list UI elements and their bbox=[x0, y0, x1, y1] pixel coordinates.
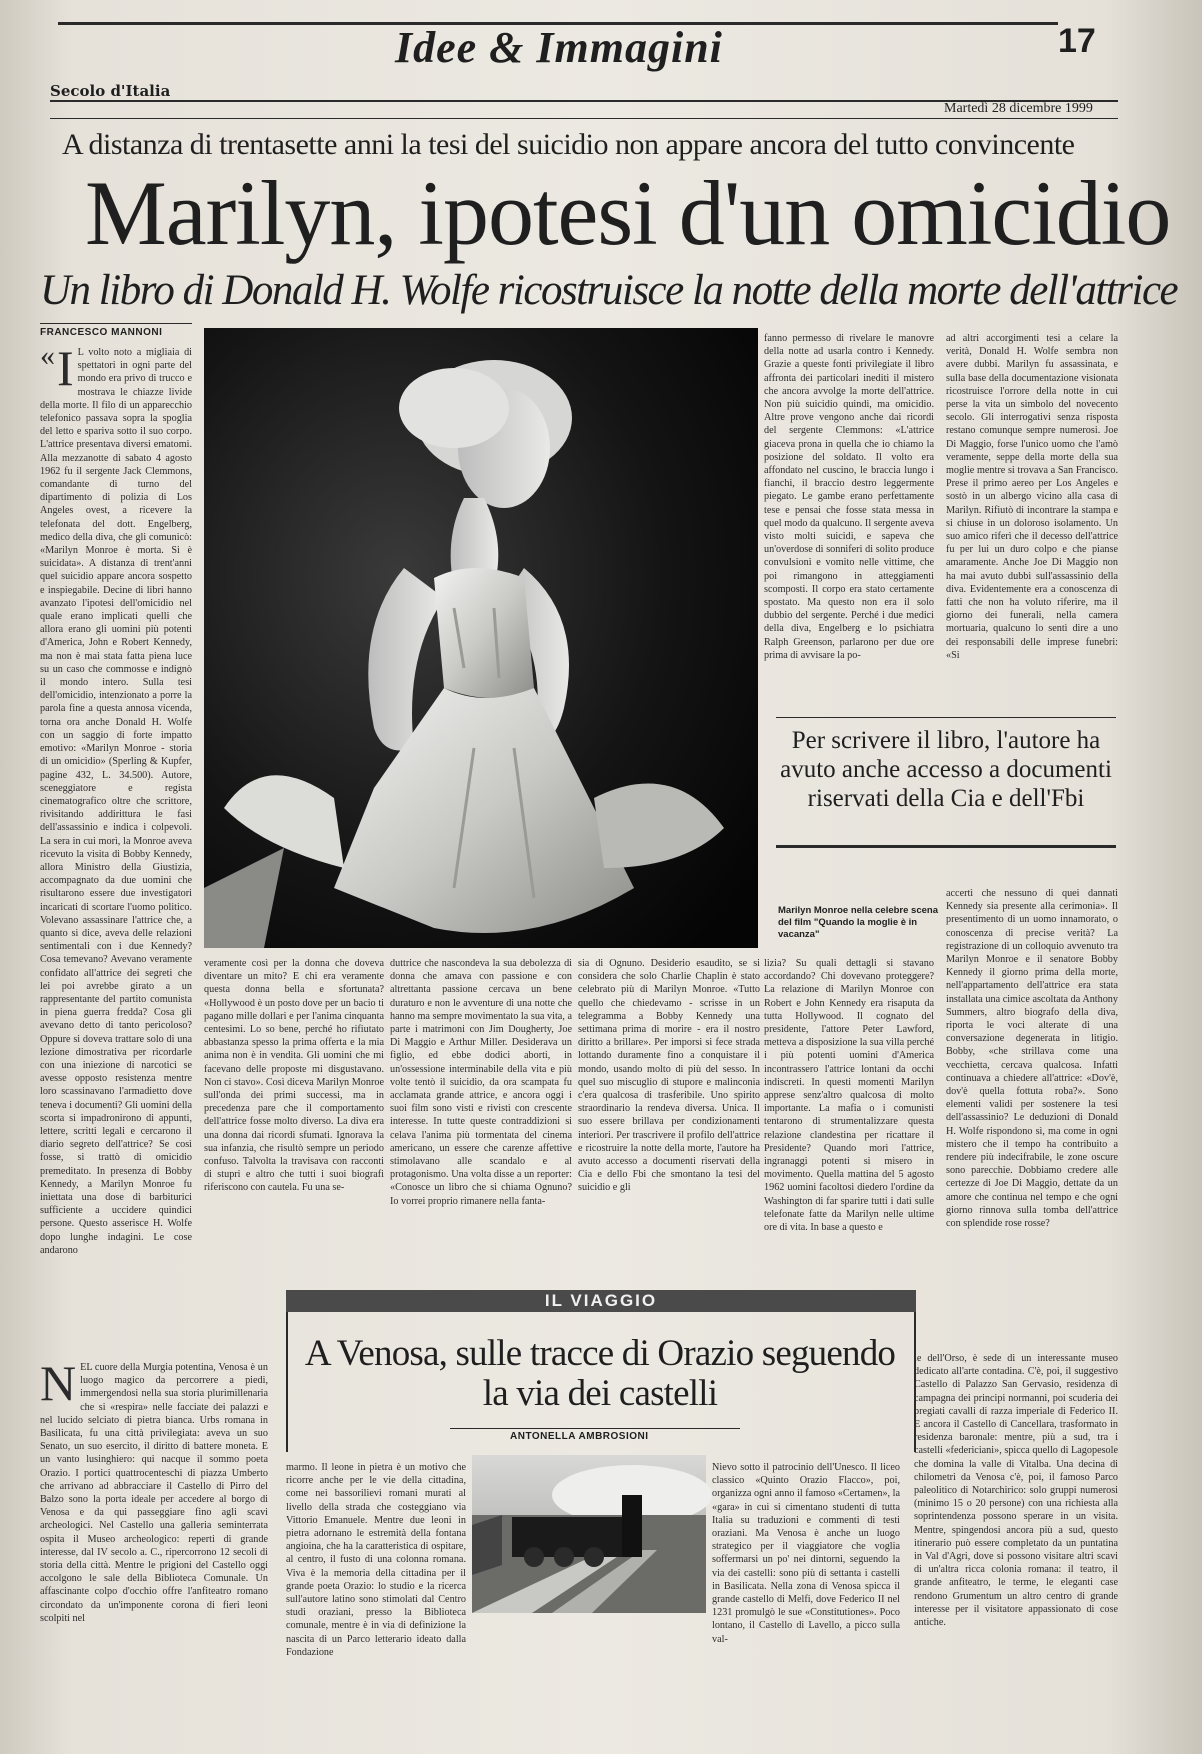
article-column-4: sia di Ognuno. Desiderio esaudito, se si considera che solo Charlie Chaplin è stato celebrato più di Marilyn Monroe. «Tutto quello che chiedevamo - scrisse in un telegramma a Bobby Kennedy una settimana prima di morire - era il nostro diritto a brillare». Per imporsi si fece strada lottando duramente fino a conquistare il mondo, usando molto di più del sesso. In quel suo miscuglio di stupore e malinconia c'era qualcosa di trasferibile. Uno spirito straordinario la rendeva diversa. Unica. Il suo essere brillava per condizionamenti interiori. Per trascrivere il profilo dell'attrice e ricostruire la notte della morte, l'autore ha avuto accesso a documenti riservati della Cia e dello Fbi che smontano la tesi del suicidio e gli bbox=[578, 958, 760, 1194]
article-column-5-top: fanno permesso di rivelare le manovre della notte ad usarla contro i Kennedy. Grazie a queste fonti privilegiate il libro affronta dei particolari inediti il mistero che ancora avvolge la morte dell'attrice. Non più suicidio quindi, ma omicidio. Altre prove vengono anche dai ricordi del sergente Clemmons: «L'attrice giaceva prona in quella che io chiamo la posizione del soldato. Il volto era affondato nel cuscino, le braccia lungo i fianchi, il braccio destro leggermente piegato. Le gambe erano perfettamente tese e pensai che fosse stata messa in quel modo da qualcuno. Il sergente aveva visto molti suicidi, e sapeva che un'overdose di sonniferi di solito produce convulsioni e vomito nelle vittime, che poi rimangono in atteggiamenti scomposti. Il corpo era stato certamente spostato. Ma questo non era il solo dubbio del sergente. Perché i due medici della diva, Engelberg e lo psichiatra Ralph Greenson, parlarono per due ore prima di avvisare la po- bbox=[764, 333, 934, 661]
article-column-6-top: ad altri accorgimenti tesi a celare la verità, Donald H. Wolfe sembra non avere dubbi. Marilyn fu assassinata, e sulla base della documentazione visionata ricostruisce l'orrore della notte in cui perse la vita un simbolo del novecento secolo. Gli interrogativi senza risposta restano comunque sempre numerosi. Joe Di Maggio, forse l'unico uomo che l'amò veramente, seppe della morte della sua moglie mentre si trovava a San Francisco. Prese il primo aereo per Los Angeles e sostò in un albergo vicino alla casa di Marilyn. Rifiutò di incontrare la stampa e si chiuse in un doloroso isolamento. Un suo amico riferì che il decesso dell'attrice fu per lui un duro colpo e che pianse amaramente. Anche Joe Di Maggio non ha mai avuto dubbi sull'assassinio della diva. Evidentemente era a conoscenza di fatti che non ha voluto riferire, ma il giorno dei funerali, nella camera mortuaria, qualcuno lo sentì dire a uno dei responsabili delle imprese funebri: «Si bbox=[946, 333, 1118, 661]
article-column-3: duttrice che nascondeva la sua debolezza di donna che amava con passione e con altrettanta passione cercava un bene duraturo e non le avventure di una notte che hanno ma sempre movimentato la sua vita, a parte i matrimoni con Jim Dougherty, Joe Di Maggio e Arthur Miller. Desiderava un figlio, ed ebbe dodici aborti, in un'ossessione interminabile della vita e più volte tentò il suicidio, da ora scampata fu acclamata grande attrice, e ancora oggi i suoi film sono visti e rivisti con crescente interesse. In tutte queste contraddizioni si celava l'anima più tormentata del cinema americano, un essere che carenze affettive stimolavano alle scandalo e al protagonismo. Una volta disse a un reporter: «Conosce un libro che si chiama Ognuno? Io vorrei proprio rimanere nella fanta- bbox=[390, 958, 572, 1207]
issue-date: Martedì 28 dicembre 1999 bbox=[944, 101, 1093, 116]
train-photo bbox=[472, 1455, 706, 1613]
page-number: 17 bbox=[1058, 22, 1096, 60]
travel-banner: IL VIAGGIO bbox=[286, 1290, 916, 1312]
travel-byline-rule bbox=[450, 1428, 740, 1429]
travel-title: A Venosa, sulle tracce di Orazio seguendo la via dei castelli bbox=[304, 1333, 896, 1414]
section-title: Idee & Immagini bbox=[395, 23, 723, 72]
drop-cap: N bbox=[40, 1355, 77, 1411]
photo-caption: Marilyn Monroe nella celebre scena del film "Quando la moglie è in vacanza" bbox=[778, 905, 938, 940]
article-column-1 bbox=[40, 339, 192, 1256]
open-quote-glyph: « bbox=[40, 339, 55, 372]
travel-byline: ANTONELLA AMBROSIONI bbox=[510, 1431, 649, 1442]
train-photo-image bbox=[472, 1455, 706, 1613]
pull-quote: Per scrivere il libro, l'autore ha avuto anche accesso a documenti riservati della Cia e dell'Fbi bbox=[780, 727, 1112, 812]
travel-column-1 bbox=[40, 1355, 268, 1741]
article-column-2: veramente così per la donna che doveva diventare un mito? E chi era veramente questa donna bella e sfortunata? «Hollywood è un posto dove per un bacio ti pagano mille dollari e per l'anima cinquanta centesimi. Lo so bene, perché ho rifiutato abbastanza spesso la prima offerta e la mia anima non è in vendita. Gli uomini che mi facevano delle proposte mi disgustavano. Non ci stavo». Così diceva Marilyn Monroe sull'onda dei primi successi, ma in precedenza pare che il comportamento dell'attrice fosse molto diverso. La diva era una donna dai ricordi sfumati. Ignorava la sua infanzia, che risultò sempre un periodo confuso. Talvolta la travisava con racconti di stupri e altro che tutti i suoi biografi riferiscono con cautela. Fu una se- bbox=[204, 958, 384, 1194]
article-subhead: Un libro di Donald H. Wolfe ricostruisce la notte della morte dell'attrice bbox=[40, 267, 1178, 314]
masthead: Secolo d'Italia bbox=[50, 82, 171, 100]
header-rule-thin bbox=[50, 118, 1118, 119]
marilyn-photo bbox=[204, 328, 758, 948]
pull-quote-rule-top bbox=[776, 717, 1116, 718]
byline-rule bbox=[40, 323, 192, 324]
article-byline: FRANCESCO MANNONI bbox=[40, 327, 163, 338]
article-kicker: A distanza di trentasette anni la tesi del suicidio non appare ancora del tutto convincente bbox=[62, 128, 1075, 161]
pull-quote-rule-bottom bbox=[776, 845, 1116, 848]
marilyn-photo-image bbox=[204, 328, 758, 948]
drop-cap: I bbox=[57, 340, 74, 396]
article-headline: Marilyn, ipotesi d'un omicidio bbox=[85, 162, 1171, 264]
travel-column-3: Nievo sotto il patrocinio dell'Unesco. Il liceo classico «Quinto Orazio Flacco», poi, organizza ogni anno il famoso «Certamen», la «gara» in cui si cimentano studenti di tutta Italia su traduzioni e commenti di testi oraziani. Ma Venosa è anche un luogo strategico per il viaggiatore che voglia soffermarsi un po' nei dintorni, seguendo la via dei castelli: sono più di settanta i castelli in Basilicata. Nella zona di Venosa spicca il grande castello di Melfi, dove Federico II nel 1231 promulgò le sue «Constitutiones». Poco lontano, il Castello di Lavello, a picco sulla val- bbox=[712, 1462, 900, 1645]
article-column-6-bottom: accertì che nessuno di quei dannati Kennedy sia presente alla cerimonia». Il presentimento di un uomo innamorato, o conoscenza di precise verità? La registrazione di un colloquio avvenuto tra Marilyn Monroe e il senatore Bobby Kennedy il giorno prima della morte, nell'appartamento dell'attrice era stata installata una cimice ascoltata da Anthony Summers, altro biografo della diva, riporta le voci alterate di una conversazione degenerata in litigio. Bobby, «che strillava come una vecchietta, cercava qualcosa. Infatti continuava a chiedere all'attrice: «Dov'è, dov'è quella fottuta roba?». Sono elementi validi per sostenere la tesi dell'assassinio? Le deduzioni di Donald H. Wolfe rispondono sì, ma come in ogni mistero che il tempo ha contribuito a rendere più indecifrabile, le zone oscure sono parecchie. Dobbiamo credere alle certezze di Joe Di Maggio, dettate da un amore che continua nel tempo e che ogni giorno rinnova sulla tomba dell'attrice con splendide rose rosse? bbox=[946, 888, 1118, 1230]
travel-column-2: marmo. Il leone in pietra è un motivo che ricorre anche per le vie della cittadina, come nei bassorilievi romani murati al livello della strada che costeggiano via Vittorio Emanuele. Mentre due leoni in pietra adornano le estremità della fontana angioina, che ha la caratteristica di ospitare, al centro, il fusto di una colonna romana. Viva è la memoria della cittadina per il grande poeta Orazio: lo studio e la ricerca sull'autore latino sono stimolati dal Centro studi oraziani, presso la Biblioteca comunale, mentre è in via di definizione la nascita di un Parco letterario ideato dalla Fondazione bbox=[286, 1462, 466, 1658]
travel-column-4: le dell'Orso, è sede di un interessante museo dedicato all'arte contadina. C'è, poi, il suggestivo Castello di Palazzo San Gervasio, residenza di campagna dei principi normanni, poi scuderia dei pregiati cavalli di razza imperiale di Federico II. E ancora il Castello di Cancellara, trasformato in residenza baronale: mentre, più a sud, tra i castelli «federiciani», spicca quello di Lagopesole che domina la valle di Vitalba. Una decina di chilometri da Venosa c'è, poi, il famoso Parco paleolitico di Notarchirico: solo gruppi numerosi (minimo 15 o 20 persone) con una richiesta alla soprintendenza possono sperare in un visita. Mentre, spingendosi ancora più a sud, questo itinerario può essere completato da un puntatina in Val d'Agri, dove si possono visitare altri scavi di un'altra ricca colonia romana: il teatro, il grande anfiteatro, le terme, le eleganti case rendono Grumentum un altro centro di grande interesse per il visitatore appassionato di cose antiche. bbox=[914, 1353, 1118, 1629]
travel-text: EL cuore della Murgia potentina, Venosa è un luogo magico da percorrere a piedi, immergendosi nella sua storia plurimillenaria che si «respira» nelle facciate dei palazzi e nel lucido selciato di pietra bianca. Urbs romana in Basilicata, fu una città privilegiata: aveva un suo Senato, un suo esercito, il diritto di battere moneta. E un vanto lusinghiero: qui nacque il sommo poeta Orazio. I portici quattrocenteschi di piazza Umberto che arrivano ad abbracciare il Castello di Pirro del Balzo sono la porta ideale per accedere al borgo di Venosa e da qui passeggiare fino agli scavi archeologici. Nel Castello una galleria seminterrata ospita il Museo archeologico: reperti di grande interesse, dal IV secolo a. C., ripercorrono 12 secoli di storia della città. Mentre le prigioni del Castello oggi accolgono le sale della Biblioteca Comunale. Un affascinante colpo d'occhio offre l'anfiteatro romano circondato da un'imponente corona di fieri leoni scolpiti nel bbox=[40, 1362, 268, 1624]
article-column-5-bottom: lizia? Su quali dettagli si stavano accordando? Chi dovevano proteggere? La relazione di Marilyn Monroe con Robert e John Kennedy era risaputa da tutta Hollywood. Il cognato del presidente, l'attore Peter Lawford, metteva a disposizione la sua villa perché i più potenti uomini d'America incontrassero l'attrice lontani da occhi indiscreti. In questi momenti Marilyn apprese senz'altro qualcosa di molto importante. La mafia o i comunisti tentarono di strumentalizzare questa relazione clandestina per ricattare il Presidente? Quando morì l'attrice, ingranaggi potenti si misero in movimento. Quella mattina del 5 agosto 1962 uomini facoltosi diedero l'ordine da Washington di far sparire tutti i dati sulle telefonate fatte da Marilyn nelle ultime ore di vita. In base a questo e bbox=[764, 958, 934, 1234]
article-text: L volto noto a migliaia di spettatori in ogni parte del mondo era privo di trucco e mostrava le chiazze livide della morte. Il filo di un apparecchio telefonico passava sopra la spoglia del letto e spariva sotto il suo corpo. L'attrice presentava diversi ematomi. Alla mezzanotte di sabato 4 agosto 1962 fu il sergente Jack Clemmons, comandante di turno del dipartimento di polizia di Los Angeles ovest, a ricevere la telefonata del dott. Engelberg, medico della diva, che gli comunicò: «Marilyn Monroe è morta. Si è suicidata». A distanza di trent'anni quel suicidio appare ancora sospetto e inspiegabile. Decine di libri hanno avanzato l'ipotesi dell'omicidio nel quale erano implicati quelli che allora erano gli uomini più potenti d'America, John e Robert Kennedy, ma non è mai stata fatta piena luce su un caso che commosse e indignò il mondo intero. Sulla tesi dell'omicidio, intenzionato a porre la parola fine a questa annosa vicenda, torna ora anche Donald H. Wolfe con un saggio di forte impatto emotivo: «Marilyn Monroe - storia di un omicidio» (Sperling & Kupfer, pagine 432, L. 34.500). Autore, sceneggiatore e regista cinematografico oltre che scrittore, rivisitando addirittura le fasi dell'assassinio e indica i colpevoli. La sera in cui morì, la Monroe aveva ricevuto la visita di Bobby Kennedy, allora Ministro della Giustizia, accompagnato da due uomini che risultarono essere due investigatori incaricati di scortare l'uomo politico. Volevano assassinare l'attrice che, a quanto si dice, aveva delle relazioni sentimentali con i due Kennedy? Cosa temevano? Avevano veramente confidato all'attrice dei segreti che lei poi avrebbe girato a un rappresentante del partito comunista in piena guerra fredda? Cosa gli avevano detto di tanto pericoloso? Oppure si doveva trattare solo di una lezione dimostrativa per ricordarle con una iniezione di narcotici se avesse opposto resistenza mentre loro scassinavano l'armadietto dove teneva i documenti? Gli uomini della scorta si impadronirono di appunti, lettere, scritti legali e cercarono il diario segreto dell'attrice? Se così fosse, si trattò di omicidio premeditato. In presenza di Bobby Kennedy, a Marilyn Monroe fu iniettata una dose di barbiturici sufficiente a uccidere quindici persone. Questo asserisce H. Wolfe dopo lunghe indagini. Le cose andarono bbox=[40, 347, 192, 1256]
